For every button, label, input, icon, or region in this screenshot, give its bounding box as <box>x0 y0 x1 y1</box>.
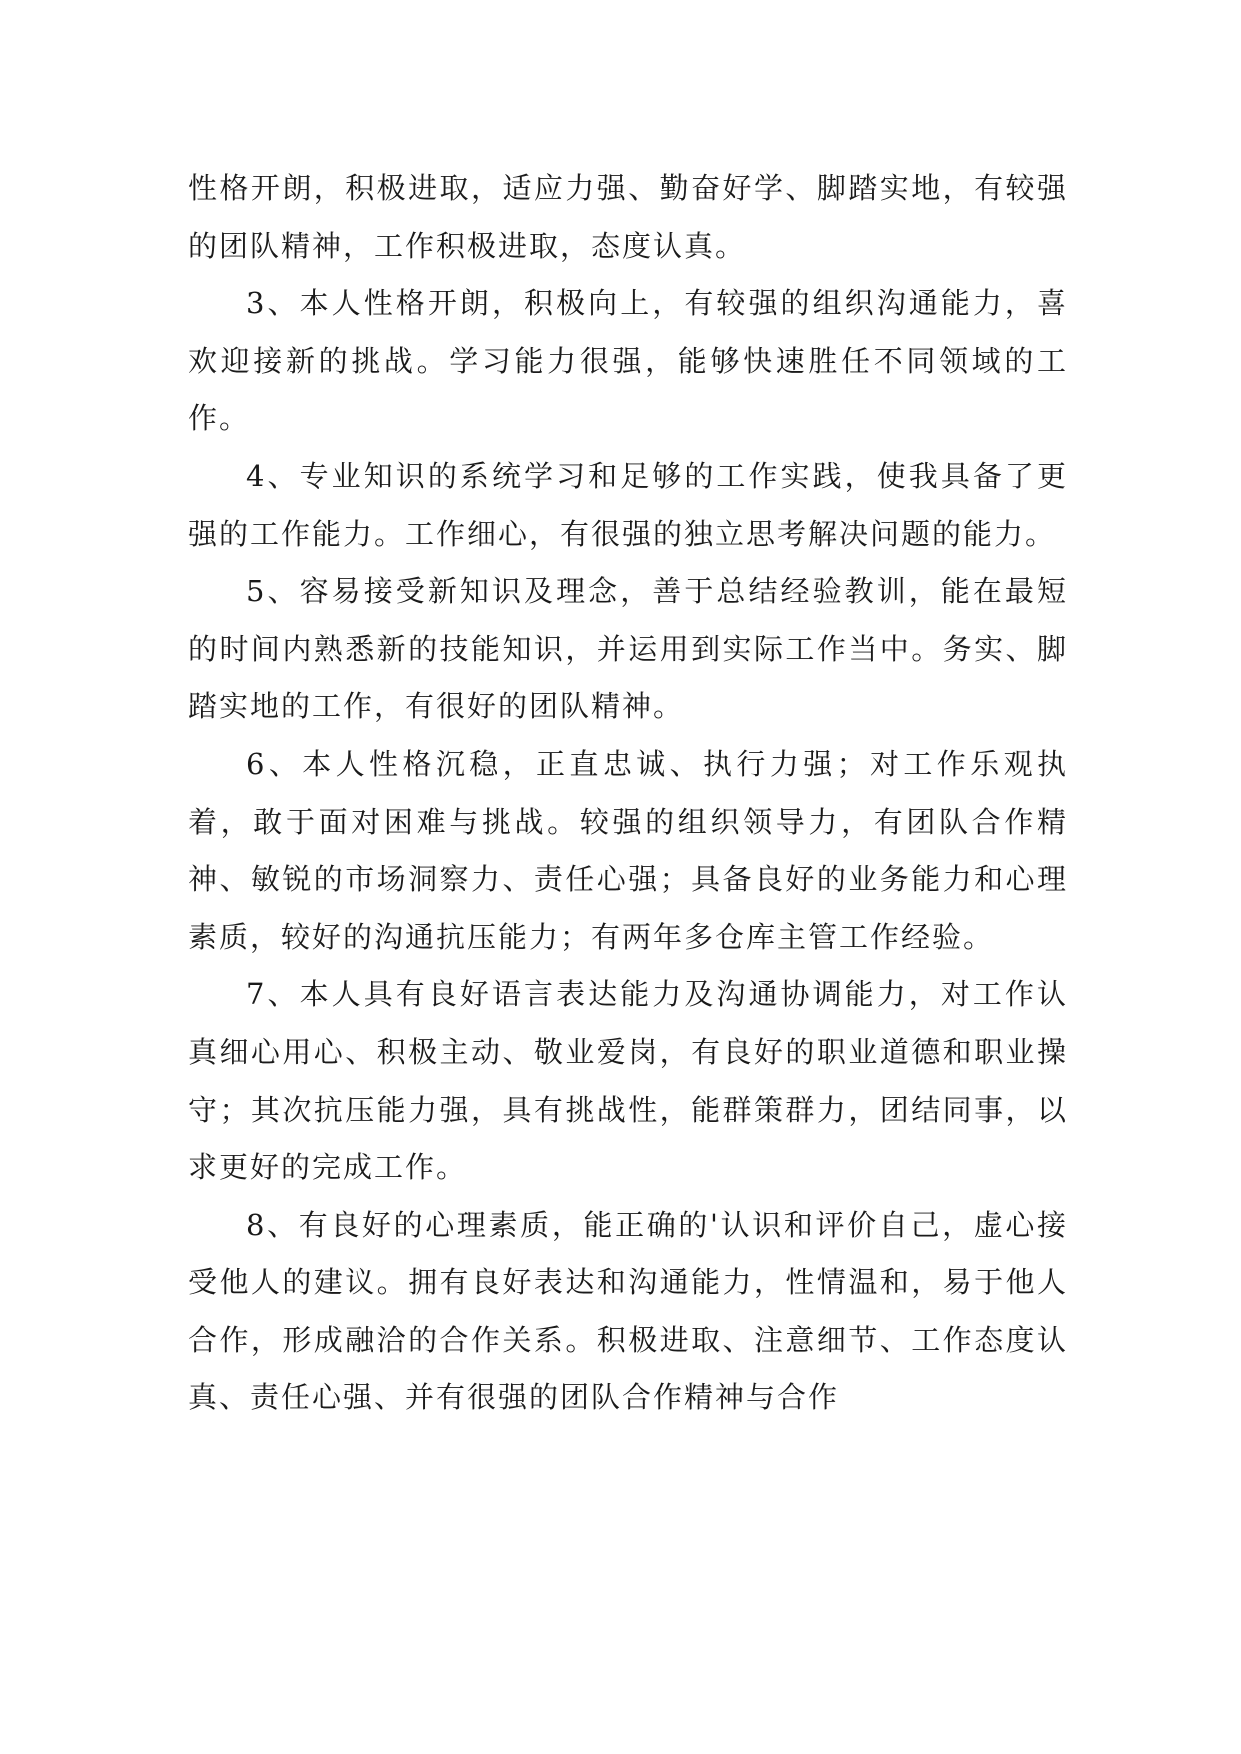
paragraph-item-5: 5、容易接受新知识及理念，善于总结经验教训，能在最短的时间内熟悉新的技能知识，并运用到实际工作当中。务实、脚踏实地的工作，有很好的团队精神。 <box>188 574 1068 724</box>
paragraph-item-7: 7、本人具有良好语言表达能力及沟通协调能力，对工作认真细心用心、积极主动、敬业爱岗，有良好的职业道德和职业操守；其次抗压能力强，具有挑战性，能群策群力，团结同事，以求更好的完成工作。 <box>188 977 1068 1185</box>
document-body <box>188 160 1068 1427</box>
paragraph-continuation: 性格开朗，积极进取，适应力强、勤奋好学、脚踏实地，有较强的团队精神，工作积极进取，态度认真。 <box>188 171 1068 263</box>
paragraph-item-6: 6、本人性格沉稳，正直忠诚、执行力强；对工作乐观执着，敢于面对困难与挑战。较强的组织领导力，有团队合作精神、敏锐的市场洞察力、责任心强；具备良好的业务能力和心理素质，较好的沟通抗压能力；有两年多仓库主管工作经验。 <box>188 746 1068 954</box>
paragraph-item-8: 8、有良好的心理素质，能正确的'认识和评价自己，虚心接受他人的建议。拥有良好表达和沟通能力，性情温和，易于他人合作，形成融洽的合作关系。积极进取、注意细节、工作态度认真、责任心强、并有很强的团队合作精神与合作 <box>188 1207 1068 1415</box>
paragraph-item-4: 4、专业知识的系统学习和足够的工作实践，使我具备了更强的工作能力。工作细心，有很强的独立思考解决问题的能力。 <box>188 458 1068 551</box>
paragraph-item-3: 3、本人性格开朗，积极向上，有较强的组织沟通能力，喜欢迎接新的挑战。学习能力很强，能够快速胜任不同领域的工作。 <box>188 286 1068 436</box>
